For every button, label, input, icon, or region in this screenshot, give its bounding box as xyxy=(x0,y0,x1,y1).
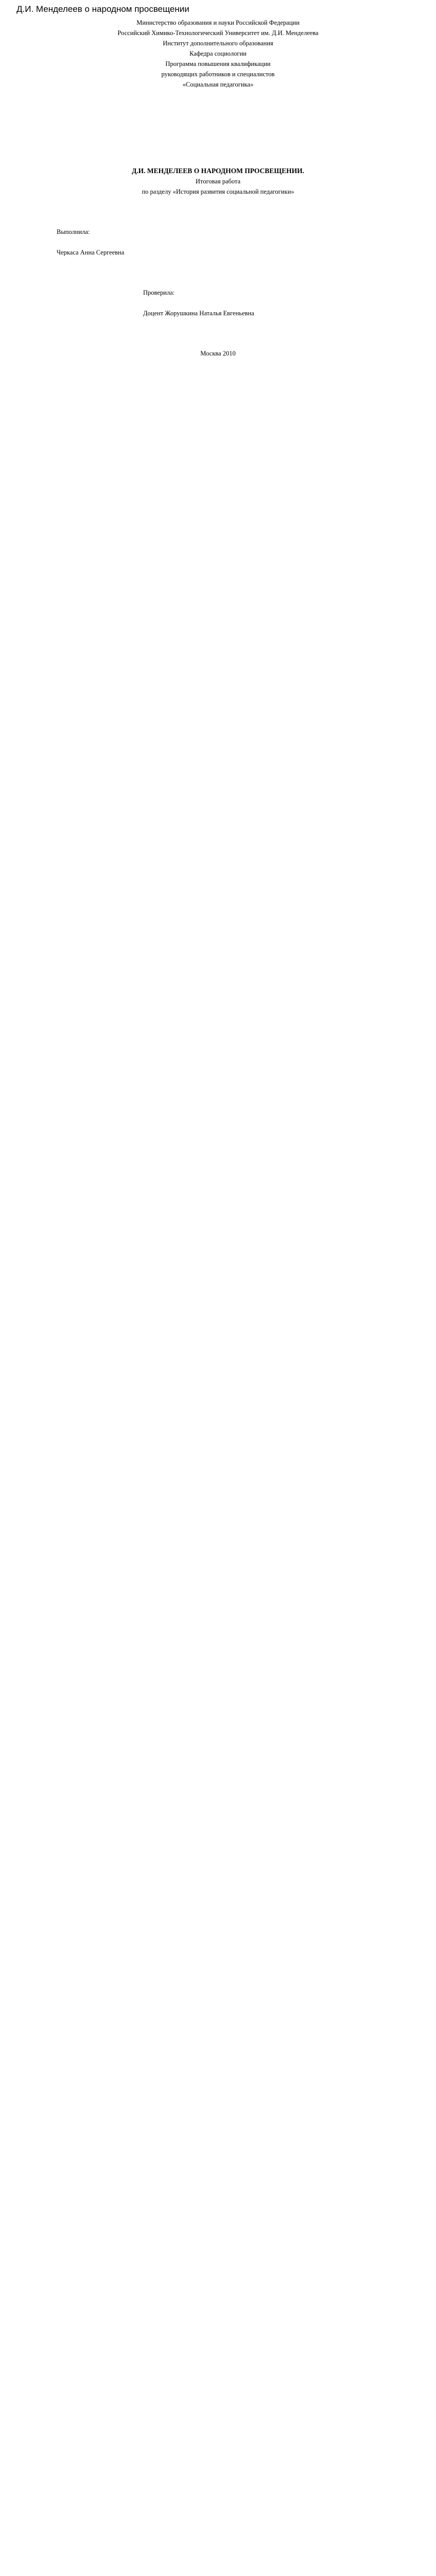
work-heading: Д.И. МЕНДЕЛЕЕВ О НАРОДНОМ ПРОСВЕЩЕНИИ. xyxy=(131,167,305,175)
course-line: «Социальная педагогика» xyxy=(182,81,254,88)
reviewer-name: Доцент Жорушкина Наталья Евгеньевна xyxy=(143,310,254,317)
page-title: Д.И. Менделеев о народном просвещении xyxy=(16,4,189,14)
chair-line: Кафедра социологии xyxy=(189,50,247,57)
author-label: Выполнила: xyxy=(57,228,90,235)
program-audience-line: руководящих работников и специалистов xyxy=(161,71,275,78)
ministry-line: Министерство образования и науки Российской Федерации xyxy=(136,19,300,26)
reviewer-block xyxy=(143,287,422,318)
author-name: Черкаса Анна Сергеевна xyxy=(57,249,125,256)
work-topic: по разделу «История развития социальной педагогики» xyxy=(142,188,294,195)
institute-line: Институт дополнительного образования xyxy=(163,40,273,47)
title-page-header xyxy=(14,18,422,90)
university-line: Российский Химико-Технологический Университет им. Д.И. Менделеева xyxy=(117,29,319,37)
author-block xyxy=(57,227,422,258)
place-year: Москва 2010 xyxy=(200,350,236,357)
main-text xyxy=(21,629,416,2576)
work-type: Итоговая работа xyxy=(195,178,241,185)
reviewer-label: Проверила: xyxy=(143,289,175,296)
program-line: Программа повышения квалификации xyxy=(165,60,271,67)
